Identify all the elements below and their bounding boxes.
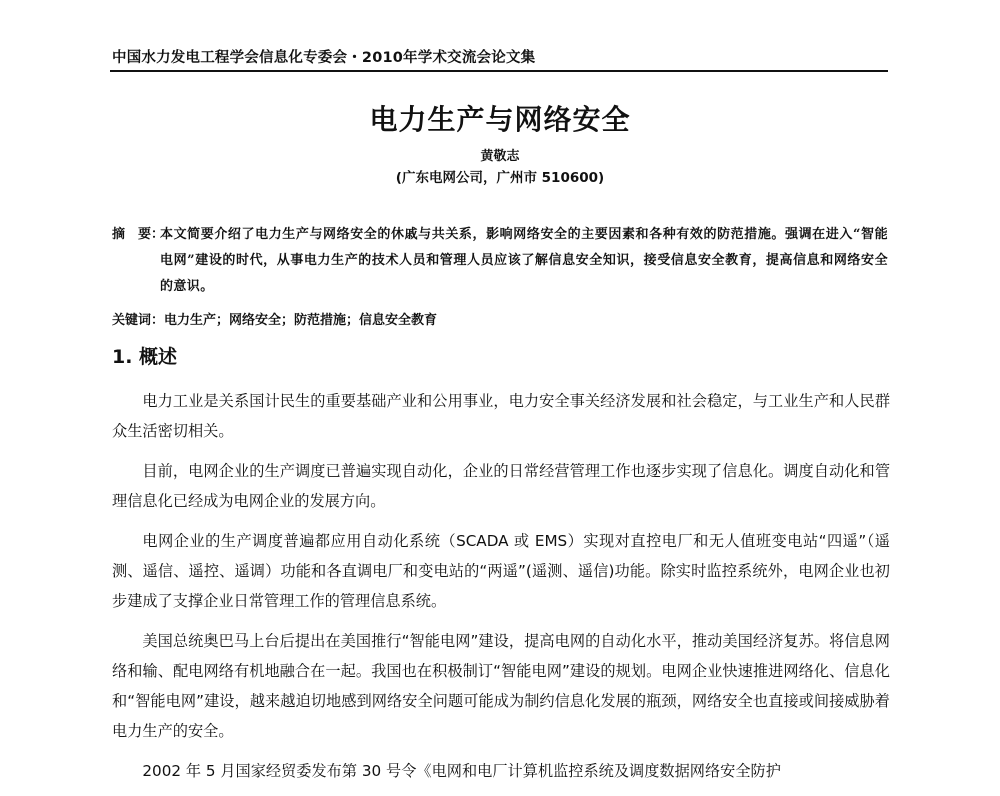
keywords: 关键词：电力生产；网络安全；防范措施；信息安全教育 bbox=[112, 313, 438, 328]
author-name: 黄敬志 bbox=[480, 149, 520, 164]
header-rule bbox=[110, 70, 888, 72]
paragraph: 电网企业的生产调度普遍都应用自动化系统（SCADA 或 EMS）实现对直控电厂和无人值班变电站“四遥”（遥测、遥信、遥控、遥调）功能和各直调电厂和变电站的“两遥”(遥测、遥信)功能。除实时监控系统外，电网企业也初步建成了支撑企业日常管理工作的管理信息系统。 bbox=[112, 532, 890, 610]
paragraph: 美国总统奥巴马上台后提出在美国推行“智能电网”建设，提高电网的自动化水平，推动美国经济复苏。将信息网络和输、配电网络有机地融合在一起。我国也在积极制订“智能电网”建设的规划。电网企业快速推进网络化、信息化和“智能电网”建设，越来越迫切地感到网络安全问题可能成为制约信息化发展的瓶颈，网络安全也直接或间接威胁着电力生产的安全。 bbox=[112, 632, 890, 740]
abstract-label: 摘 要： bbox=[112, 227, 165, 242]
paragraph: 电力工业是关系国计民生的重要基础产业和公用事业，电力安全事关经济发展和社会稳定，与工业生产和人民群众生活密切相关。 bbox=[112, 392, 890, 440]
author-affiliation: (广东电网公司，广州市 510600) bbox=[395, 170, 605, 186]
section-heading: 1. 概述 bbox=[112, 346, 178, 368]
abstract bbox=[112, 222, 888, 300]
paper-title: 电力生产与网络安全 bbox=[369, 103, 631, 136]
abstract-text: 本文简要介绍了电力生产与网络安全的休戚与共关系，影响网络安全的主要因素和各种有效的防范措施。强调在进入“智能电网”建设的时代，从事电力生产的技术人员和管理人员应该了解信息安全知识，接受信息安全教育，提高信息和网络安全的意识。 bbox=[160, 227, 888, 294]
paragraph: 2002 年 5 月国家经贸委发布第 30 号令《电网和电厂计算机监控系统及调度数据网络安全防护 bbox=[142, 762, 781, 780]
body-text bbox=[112, 386, 890, 796]
paragraph: 目前，电网企业的生产调度已普遍实现自动化，企业的日常经营管理工作也逐步实现了信息化。调度自动化和管理信息化已经成为电网企业的发展方向。 bbox=[112, 462, 890, 510]
running-header: 中国水力发电工程学会信息化专委会・2010年学术交流会论文集 bbox=[112, 50, 536, 66]
